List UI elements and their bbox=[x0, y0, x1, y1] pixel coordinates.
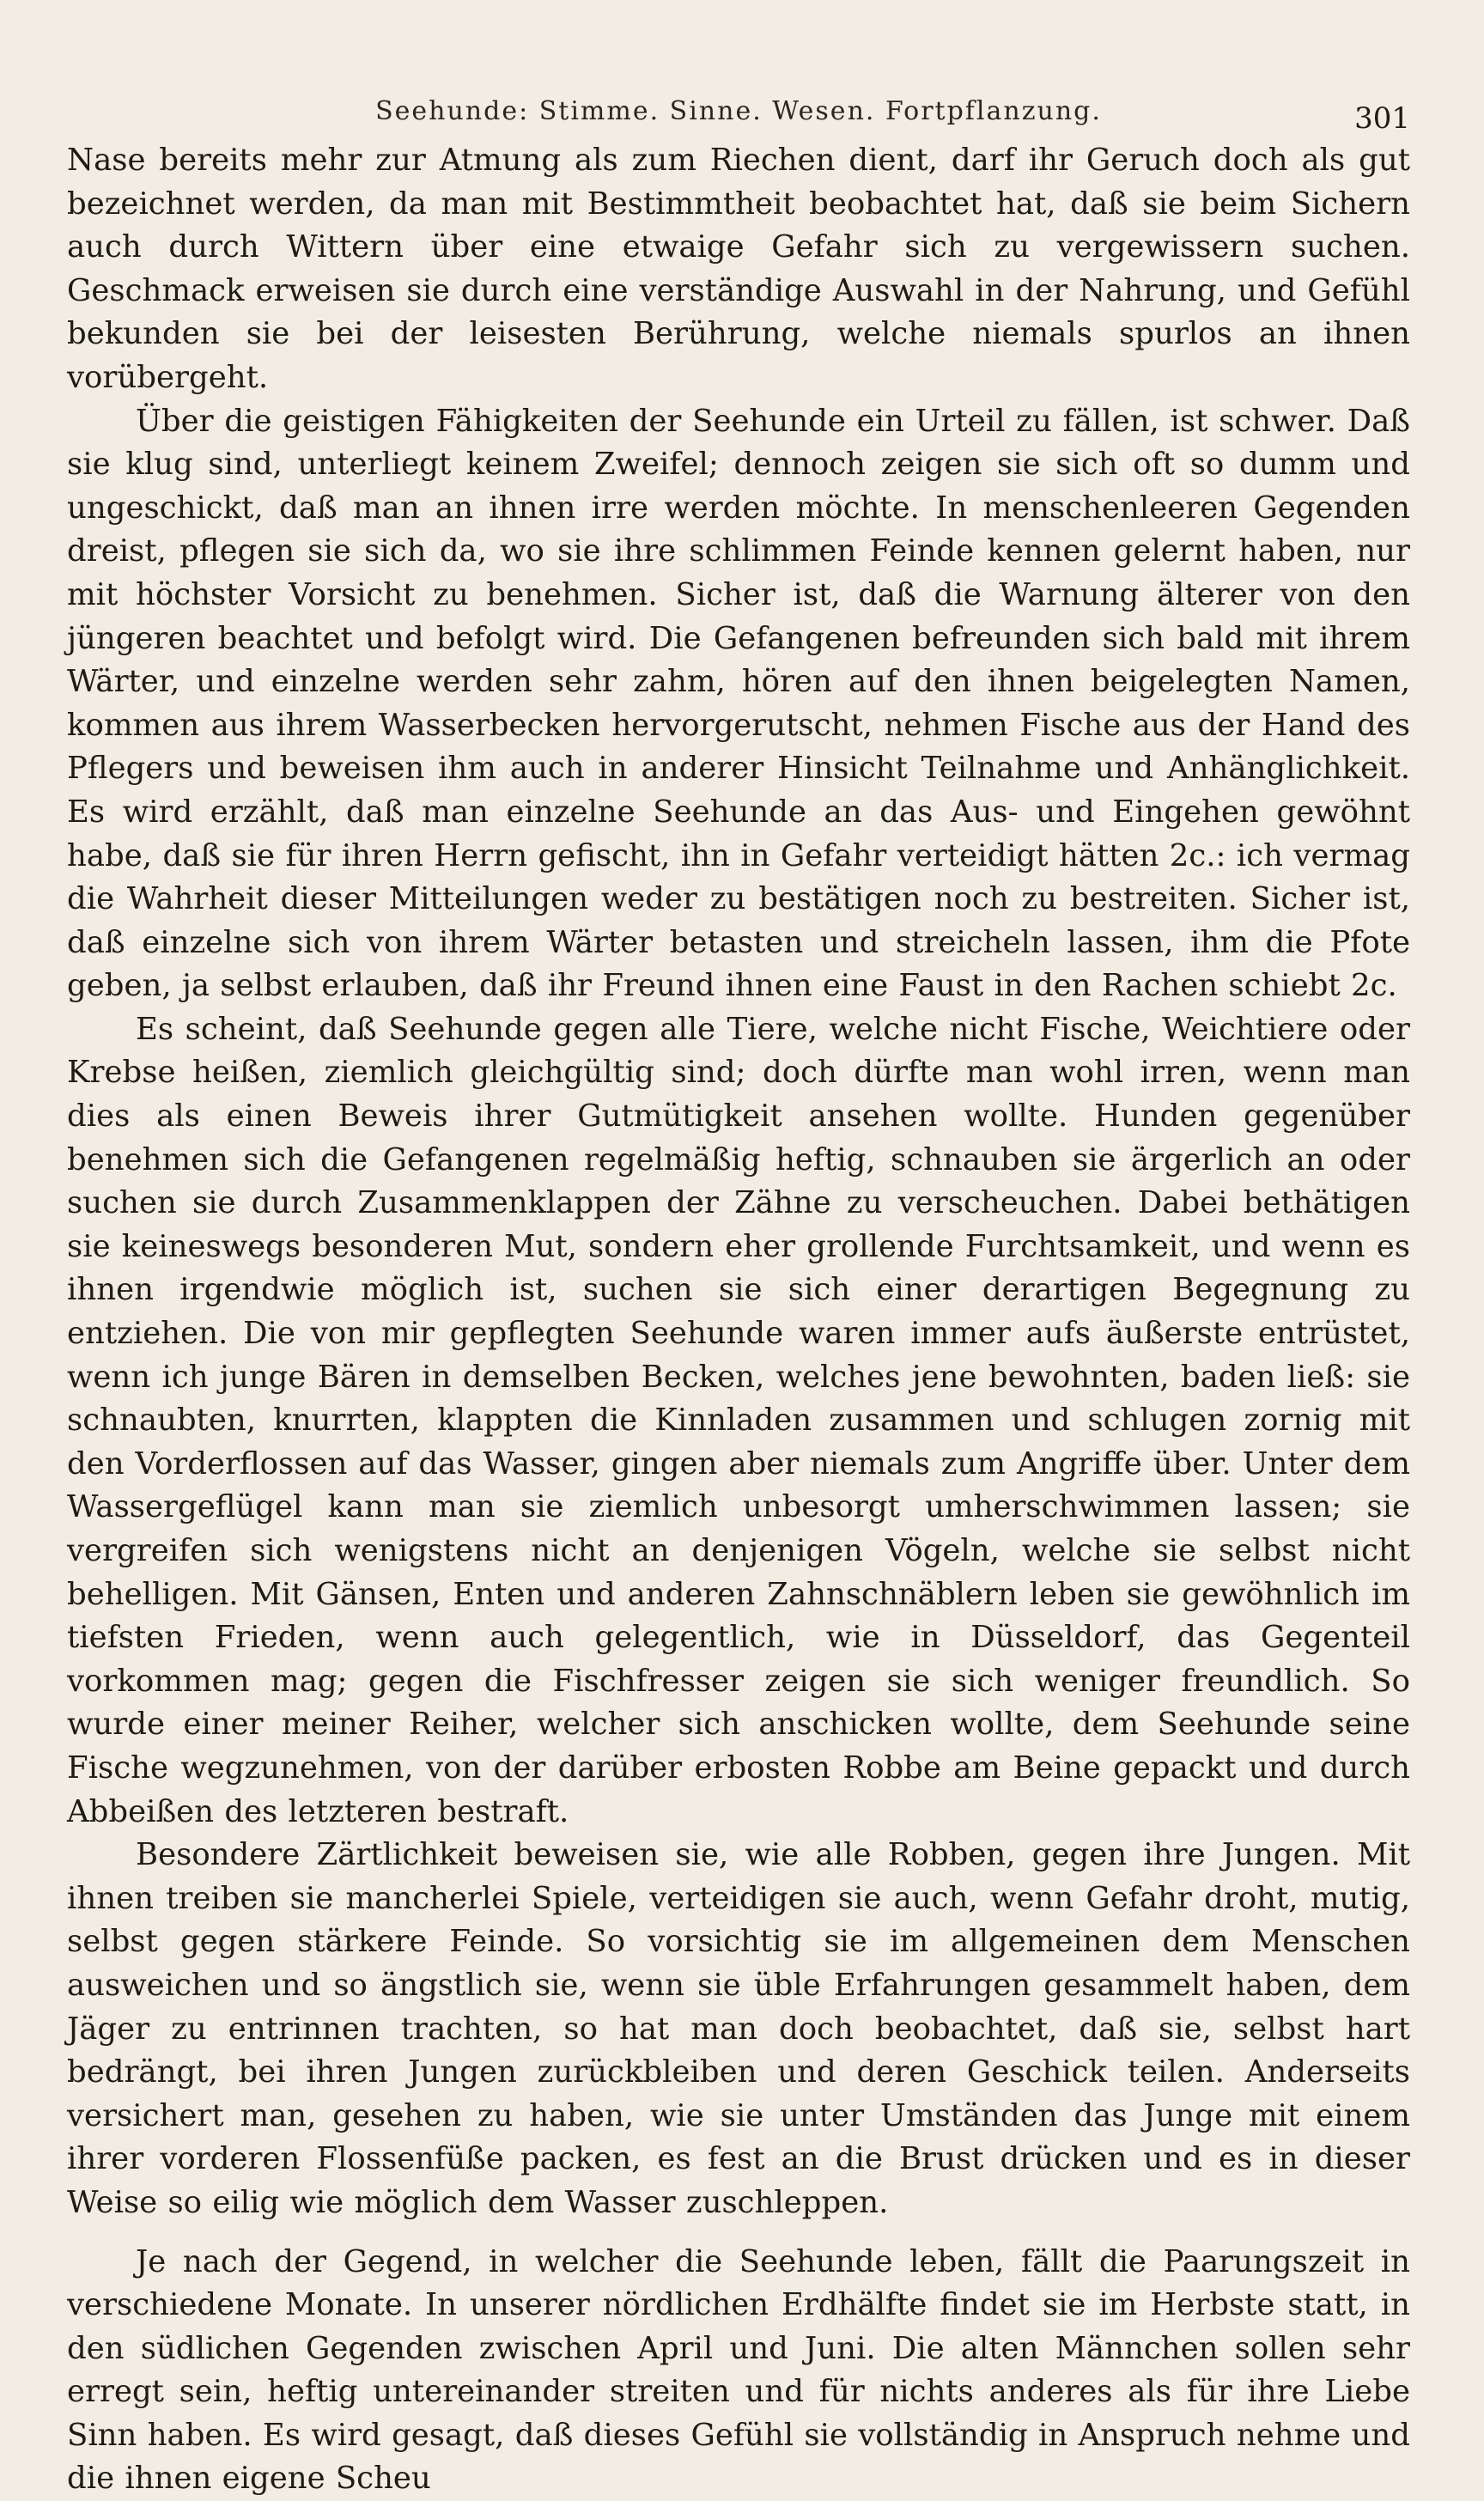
page-header bbox=[67, 79, 1410, 131]
paragraph: Besondere Zärtlichkeit beweisen sie, wie alle Robben, gegen ihre Jungen. Mit ihnen treiben sie mancherlei Spiele, verteidigen sie auch, wenn Gefahr droht, mutig, selbst gegen stärkere Feinde. So vorsichtig sie im allgemeinen dem Menschen ausweichen und so ängstlich sie, wenn sie üble Erfahrungen gesammelt haben, dem Jäger zu entrinnen trachten, so hat man doch beobachtet, daß sie, selbst hart bedrängt, bei ihren Jungen zurückbleiben und deren Geschick teilen. Anderseits versichert man, gesehen zu haben, wie sie unter Umständen das Junge mit einem ihrer vorderen Flossenfüße packen, es fest an die Brust drücken und es in dieser Weise so eilig wie möglich dem Wasser zuschleppen. bbox=[67, 1834, 1410, 2224]
running-head: Seehunde: Stimme. Sinne. Wesen. Fortpflanzung. bbox=[67, 96, 1410, 126]
paragraph: Es scheint, daß Seehunde gegen alle Tiere, welche nicht Fische, Weichtiere oder Krebse heißen, ziemlich gleichgültig sind; doch dürfte man wohl irren, wenn man dies als einen Beweis ihrer Gutmütigkeit ansehen wollte. Hunden gegenüber benehmen sich die Gefangenen regelmäßig heftig, schnauben sie ärgerlich an oder suchen sie durch Zusammenklappen der Zähne zu verscheuchen. Dabei bethätigen sie keineswegs besonderen Mut, sondern eher grollende Furchtsamkeit, und wenn es ihnen irgendwie möglich ist, suchen sie sich einer derartigen Begegnung zu entziehen. Die von mir gepflegten Seehunde waren immer aufs äußerste entrüstet, wenn ich junge Bären in demselben Becken, welches jene bewohnten, baden ließ: sie schnaubten, knurrten, klappten die Kinnladen zusammen und schlugen zornig mit den Vorderflossen auf das Wasser, gingen aber niemals zum Angriffe über. Unter dem Wassergeflügel kann man sie ziemlich unbesorgt umherschwimmen lassen; sie vergreifen sich wenigstens nicht an denjenigen Vögeln, welche sie selbst nicht behelligen. Mit Gänsen, Enten und anderen Zahnschnäblern leben sie gewöhnlich im tiefsten Frieden, wenn auch gelegentlich, wie in Düsseldorf, das Gegenteil vorkommen mag; gegen die Fischfresser zeigen sie sich weniger freundlich. So wurde einer meiner Reiher, welcher sich anschicken wollte, dem Seehunde seine Fische wegzunehmen, von der darüber erbosten Robbe am Beine gepackt und durch Abbeißen des letzteren bestraft. bbox=[67, 1008, 1410, 1834]
paragraph: Über die geistigen Fähigkeiten der Seehunde ein Urteil zu fällen, ist schwer. Daß sie klug sind, unterliegt keinem Zweifel; dennoch zeigen sie sich oft so dumm und ungeschickt, daß man an ihnen irre werden möchte. In menschenleeren Gegenden dreist, pflegen sie sich da, wo sie ihre schlimmen Feinde kennen gelernt haben, nur mit höchster Vorsicht zu benehmen. Sicher ist, daß die Warnung älterer von den jüngeren beachtet und befolgt wird. Die Gefangenen befreunden sich bald mit ihrem Wärter, und einzelne werden sehr zahm, hören auf den ihnen beigelegten Namen, kommen aus ihrem Wasserbecken hervorgerutscht, nehmen Fische aus der Hand des Pflegers und beweisen ihm auch in anderer Hinsicht Teilnahme und Anhänglichkeit. Es wird erzählt, daß man einzelne Seehunde an das Aus- und Eingehen gewöhnt habe, daß sie für ihren Herrn gefischt, ihn in Gefahr verteidigt hätten 2c.: ich vermag die Wahrheit dieser Mitteilungen weder zu bestätigen noch zu bestreiten. Sicher ist, daß einzelne sich von ihrem Wärter betasten und streicheln lassen, ihm die Pfote geben, ja selbst erlauben, daß ihr Freund ihnen eine Faust in den Rachen schiebt 2c. bbox=[67, 400, 1410, 1008]
paragraph-continued: Nase bereits mehr zur Atmung als zum Riechen dient, darf ihr Geruch doch als gut bezeichnet werden, da man mit Bestimmtheit beobachtet hat, daß sie beim Sichern auch durch Wittern über eine etwaige Gefahr sich zu vergewissern suchen. Geschmack erweisen sie durch eine verständige Auswahl in der Nahrung, und Gefühl bekunden sie bei der leisesten Berührung, welche niemals spurlos an ihnen vorübergeht. bbox=[67, 139, 1410, 400]
body-text bbox=[67, 139, 1410, 2501]
paragraph: Je nach der Gegend, in welcher die Seehunde leben, fällt die Paarungszeit in verschiedene Monate. In unserer nördlichen Erdhälfte findet sie im Herbste statt, in den südlichen Gegenden zwischen April und Juni. Die alten Männchen sollen sehr erregt sein, heftig untereinander streiten und für nichts anderes als für ihre Liebe Sinn haben. Es wird gesagt, daß dieses Gefühl sie vollständig in Anspruch nehme und die ihnen eigene Scheu bbox=[67, 2241, 1410, 2501]
page-number: 301 bbox=[1354, 101, 1410, 136]
